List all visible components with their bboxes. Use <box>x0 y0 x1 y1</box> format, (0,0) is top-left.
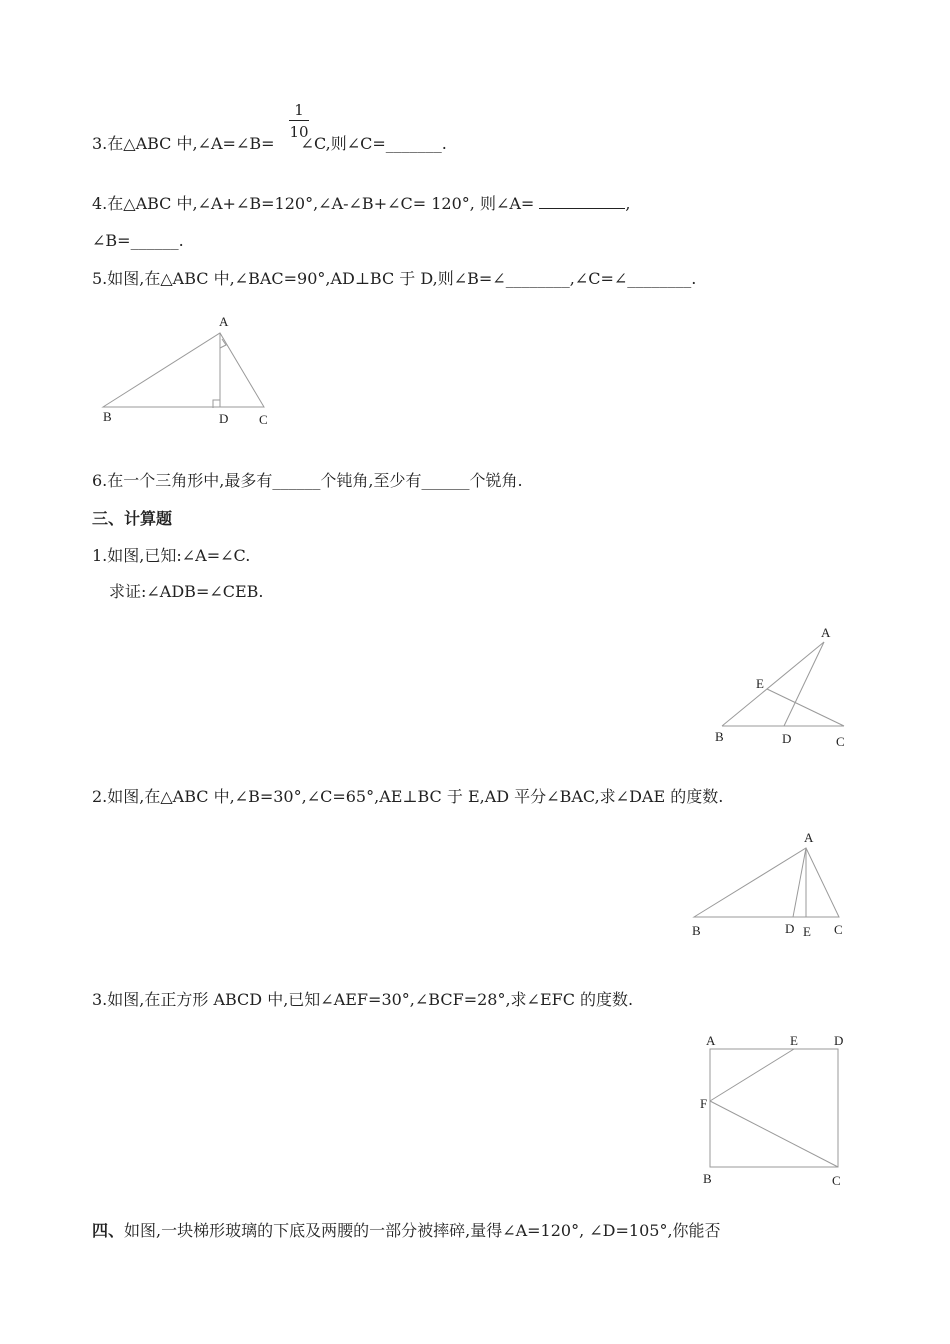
label-a: A <box>804 830 814 845</box>
label-b: B <box>715 729 724 744</box>
segment-ba <box>722 642 824 726</box>
figure-bisector-triangle <box>692 830 843 939</box>
segment-fe <box>710 1049 794 1101</box>
section-3-title: 三、计算题 <box>92 509 173 528</box>
question-5: 5.如图,在△ABC 中,∠BAC=90°,AD⊥BC 于 D,则∠B=∠________,∠C=∠________. <box>92 269 697 288</box>
right-angle-mark-top <box>220 339 226 348</box>
segment-fc <box>710 1101 838 1167</box>
figure-square <box>700 1033 843 1188</box>
label-d: D <box>219 411 229 426</box>
bisector-ad <box>793 848 806 917</box>
section-4-text: 如图,一块梯形玻璃的下底及两腰的一部分被摔碎,量得∠A=120°, ∠D=105°,你能否 <box>124 1221 721 1240</box>
question-4-text: 4.在△ABC 中,∠A+∠B=120°,∠A-∠B+∠C= 120°, 则∠A= <box>92 194 540 213</box>
fraction-numerator: 1 <box>294 101 304 119</box>
label-a: A <box>219 314 229 329</box>
label-a: A <box>706 1033 716 1048</box>
label-c: C <box>836 734 845 749</box>
label-e: E <box>803 924 811 939</box>
calc-1-line-1: 1.如图,已知:∠A=∠C. <box>92 546 251 565</box>
label-c: C <box>832 1173 841 1188</box>
label-d: D <box>782 731 792 746</box>
figure-right-triangle <box>103 314 268 427</box>
label-b: B <box>692 923 701 938</box>
label-e: E <box>790 1033 798 1048</box>
question-3-prefix: 3.在△ABC 中,∠A=∠B= <box>92 134 275 153</box>
calc-3: 3.如图,在正方形 ABCD 中,已知∠AEF=30°,∠BCF=28°,求∠EFC 的度数. <box>92 990 634 1009</box>
question-6: 6.在一个三角形中,最多有______个钝角,至少有______个锐角. <box>92 471 523 490</box>
square-abcd <box>710 1049 838 1167</box>
label-c: C <box>259 412 268 427</box>
triangle-abc <box>103 333 264 407</box>
label-d: D <box>834 1033 844 1048</box>
question-4-line-2: ∠B=______. <box>92 231 184 250</box>
calc-1-line-2: 求证:∠ADB=∠CEB. <box>109 582 264 601</box>
question-3-suffix: ∠C,则∠C=_______. <box>300 134 447 153</box>
fraction-denominator: 10 <box>289 123 309 141</box>
label-a: A <box>821 625 831 640</box>
question-4-comma: , <box>625 194 631 213</box>
figure-crossing-triangle <box>715 625 845 749</box>
segment-ec <box>767 689 844 726</box>
label-f: F <box>700 1096 708 1111</box>
label-b: B <box>703 1171 712 1186</box>
label-e: E <box>756 676 764 691</box>
triangle-abc <box>694 848 839 917</box>
calc-2: 2.如图,在△ABC 中,∠B=30°,∠C=65°,AE⊥BC 于 E,AD 平分∠BAC,求∠DAE 的度数. <box>92 787 724 806</box>
label-d: D <box>785 921 795 936</box>
label-b: B <box>103 409 112 424</box>
section-4-title: 四、 <box>92 1221 125 1240</box>
label-c: C <box>834 922 843 937</box>
